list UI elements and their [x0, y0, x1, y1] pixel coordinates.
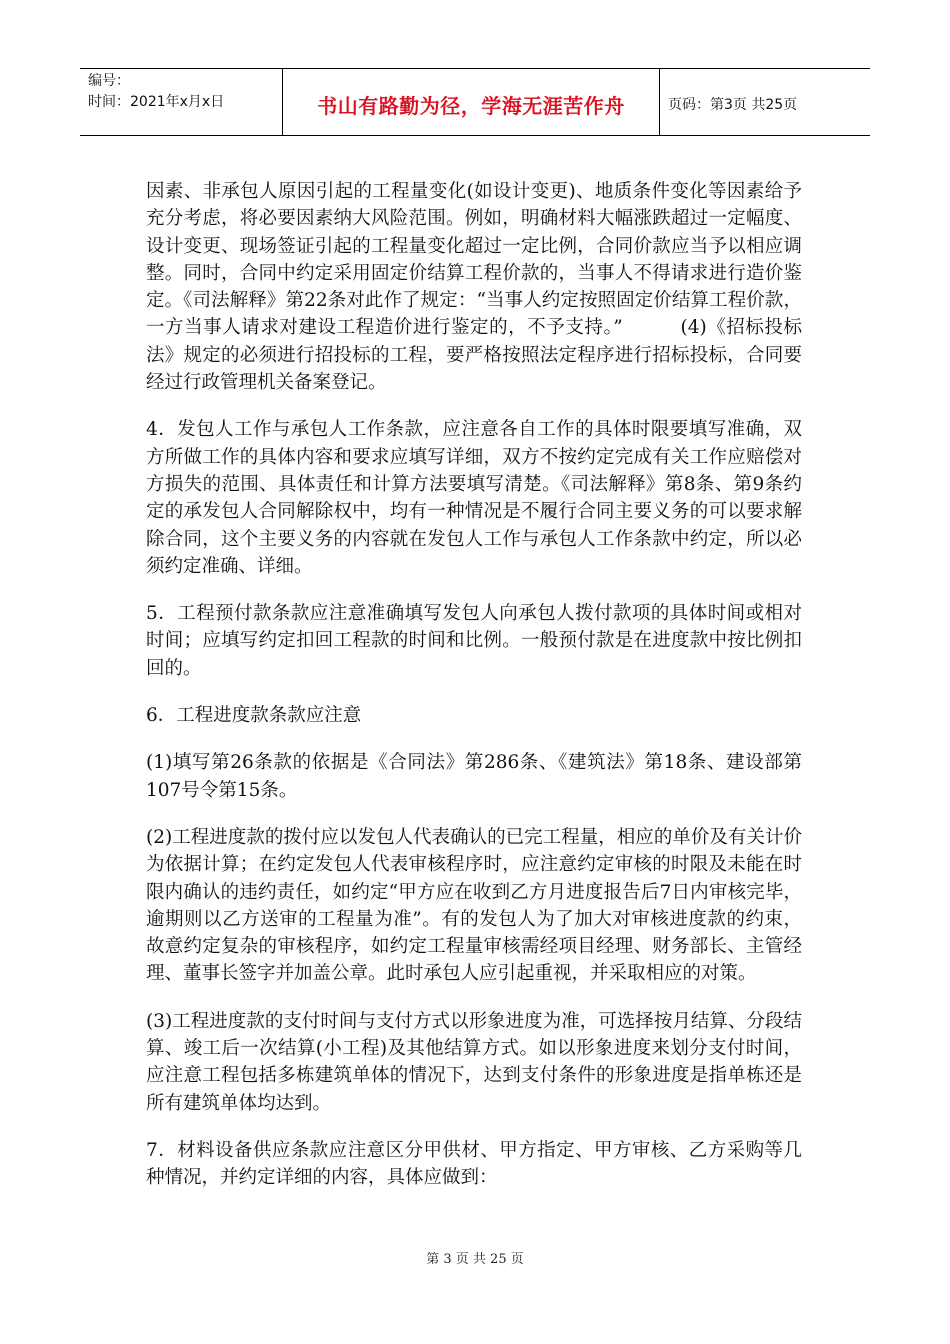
paragraph: 6．工程进度款条款应注意 — [146, 705, 362, 727]
paragraph: (3)工程进度款的支付时间与支付方式以形象进度为准，可选择按月结算、分段结算、竣工后一次结算(小工程)及其他结算方式。如以形象进度来划分支付时间，应注意工程包括多栋建筑单体的情况下，达到支付条件的形象进度是指单栋还是所有建筑单体均达到。 — [146, 1010, 802, 1114]
page-header — [80, 68, 870, 136]
paragraph: 4．发包人工作与承包人工作条款，应注意各自工作的具体时限要填写准确，双方所做工作的具体内容和要求应填写详细，双方不按约定完成有关工作应赔偿对方损失的范围、具体责任和计算方法要填写清楚。《司法解释》第8条、第9条约定的承发包人合同解除权中，均有一种情况是不履行合同主要义务的可以要求解除合同，这个主要义务的内容就在发包人工作与承包人工作条款中约定，所以必须约定准确、详细。 — [146, 419, 802, 577]
paragraph: 因素、非承包人原因引起的工程量变化(如设计变更)、地质条件变化等因素给予充分考虑，将必要因素纳大风险范围。例如，明确材料大幅涨跌超过一定幅度、设计变更、现场签证引起的工程量变化超过一定比例，合同价款应当予以相应调整。同时，合同中约定采用固定价结算工程价款的，当事人不得请求进行造价鉴定。《司法解释》第22条对此作了规定：“当事人约定按照固定价结算工程价款，一方当事人请求对建设工程造价进行鉴定的，不予支持。” (4)《招标投标法》规定的必须进行招投标的工程，要严格按照法定程序进行招标投标，合同要经过行政管理机关备案登记。 — [146, 181, 802, 394]
document-body — [146, 178, 802, 1212]
header-page-info: 页码：第3页 共25页 — [668, 97, 798, 113]
footer-page-number: 第 3 页 共 25 页 — [426, 1252, 524, 1267]
header-motto-cell — [283, 69, 660, 135]
document-date: 时间：2021年x月x日 — [88, 94, 225, 110]
paragraph: 5．工程预付款条款应注意准确填写发包人向承包人拨付款项的具体时间或相对时间；应填写约定扣回工程款的时间和比例。一般预付款是在进度款中按比例扣回的。 — [146, 603, 802, 679]
document-number-label: 编号： — [88, 73, 130, 89]
paragraph: (2)工程进度款的拨付应以发包人代表确认的已完工程量，相应的单价及有关计价为依据计算；在约定发包人代表审核程序时，应注意约定审核的时限及未能在时限内确认的违约责任，如约定“甲方应在收到乙方月进度报告后7日内审核完毕，逾期则以乙方送审的工程量为准”。有的发包人为了加大对审核进度款的约束，故意约定复杂的审核程序，如约定工程量审核需经项目经理、财务部长、主管经理、董事长签字并加盖公章。此时承包人应引起重视，并采取相应的对策。 — [146, 826, 802, 985]
header-meta — [80, 69, 283, 135]
header-page-info-cell — [660, 69, 870, 135]
page-footer — [0, 1248, 950, 1267]
paragraph: 7．材料设备供应条款应注意区分甲供材、甲方指定、甲方审核、乙方采购等几种情况，并约定详细的内容，具体应做到： — [146, 1139, 802, 1189]
header-motto: 书山有路勤为径，学海无涯苦作舟 — [317, 93, 625, 118]
paragraph: (1)填写第26条款的依据是《合同法》第286条、《建筑法》第18条、建设部第107号令第15条。 — [146, 752, 802, 801]
